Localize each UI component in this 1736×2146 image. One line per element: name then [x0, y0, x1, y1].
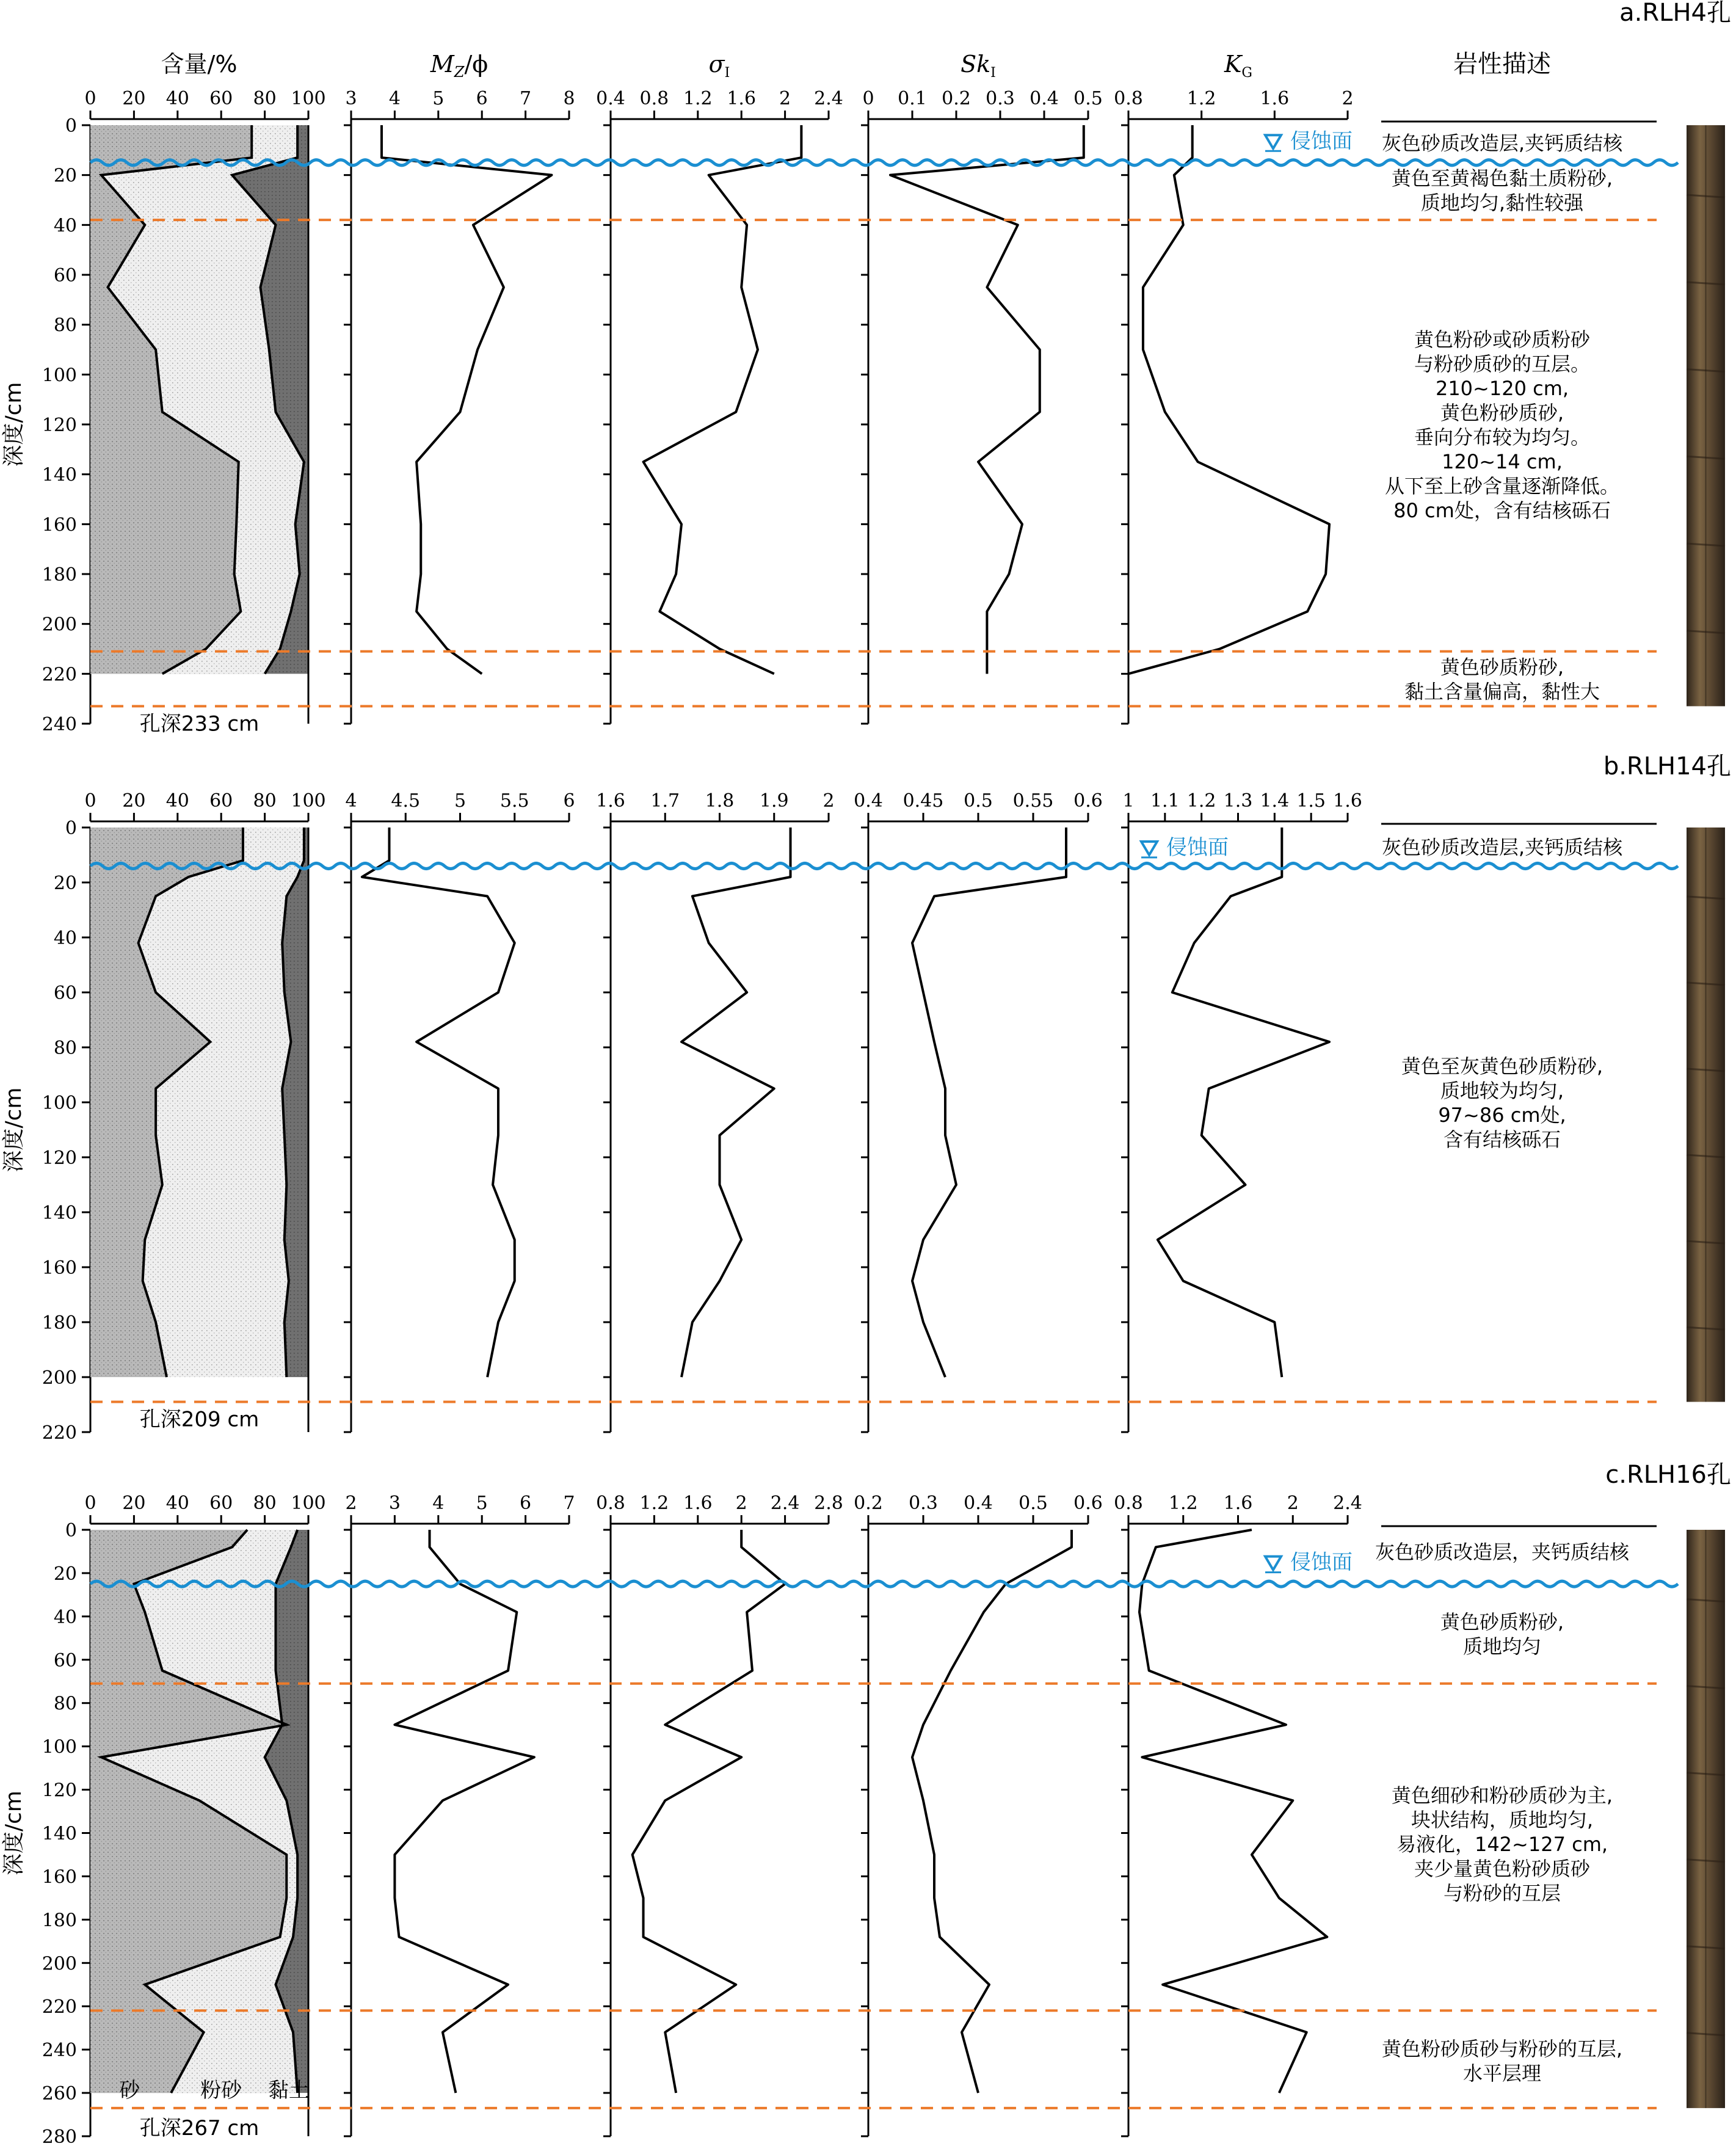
- chart-b: [1, 752, 1731, 1444]
- header-kg: [1224, 51, 1252, 81]
- depth-tick-label: 20: [53, 165, 77, 187]
- depth-tick-label: 20: [53, 873, 77, 894]
- lithology-text: 质地均匀: [1462, 1635, 1542, 1659]
- x-tick-label-mz: 7: [563, 1493, 575, 1514]
- lithology-text: 黄色至灰黄色砂质粉砂,: [1401, 1055, 1603, 1078]
- header-content: 含量/%: [161, 51, 238, 78]
- depth-tick-label: 100: [42, 1093, 77, 1114]
- line-sk: [912, 1530, 1072, 2093]
- x-tick-label-content: 20: [122, 1493, 146, 1514]
- depth-tick-label: 40: [53, 215, 77, 237]
- x-tick-label-mz: 3: [345, 88, 357, 109]
- line-kg: [1158, 827, 1329, 1377]
- lithology-text: 夹少量黄色粉砂质砂: [1414, 1857, 1591, 1881]
- depth-tick-label: 160: [42, 1866, 77, 1888]
- header-sigma: [709, 51, 730, 81]
- x-tick-label-content: 0: [84, 790, 96, 812]
- x-tick-label-sk: 0.4: [854, 790, 883, 812]
- header-kg-main: K: [1224, 51, 1242, 78]
- x-tick-label-content: 0: [84, 1493, 96, 1514]
- lithology-text: 黄色至黄褐色黏土质粉砂,: [1391, 167, 1613, 191]
- line-sigma: [681, 827, 791, 1377]
- depth-tick-label: 60: [53, 983, 77, 1004]
- header-mz-sub: Z: [454, 64, 465, 81]
- x-tick-label-kg: 1.6: [1223, 1493, 1253, 1514]
- x-tick-label-sk: 0.45: [903, 790, 944, 812]
- x-tick-label-mz: 4: [432, 1493, 445, 1514]
- depth-tick-label: 260: [42, 2083, 77, 2105]
- x-tick-label-kg: 2.4: [1333, 1493, 1362, 1514]
- x-tick-label-sigma: 2.4: [814, 88, 843, 109]
- lithology-text: 灰色砂质改造层，夹钙质结核: [1375, 1540, 1630, 1564]
- x-tick-label-content: 100: [291, 790, 326, 812]
- x-tick-label-sk: 0.3: [909, 1493, 938, 1514]
- depth-tick-label: 160: [42, 514, 77, 536]
- lithology-text: 97~86 cm处,: [1438, 1104, 1566, 1127]
- line-mz: [382, 125, 551, 674]
- x-tick-label-sigma: 0.8: [596, 1493, 625, 1514]
- x-tick-label-sigma: 1.6: [727, 88, 757, 109]
- x-tick-label-kg: 0.8: [1114, 1493, 1143, 1514]
- x-tick-label-kg: 1.2: [1168, 1493, 1198, 1514]
- lithology-text: 黏土含量偏高，黏性大: [1404, 680, 1600, 704]
- lithology-text: 黄色粉砂或砂质粉砂: [1414, 328, 1591, 351]
- lithology-text: 与粉砂质砂的互层。: [1414, 352, 1591, 376]
- lithology-text: 水平层理: [1462, 2061, 1542, 2085]
- header-sigma-main: σ: [708, 51, 725, 78]
- chart-a: [1, 0, 1731, 736]
- depth-tick-label: 280: [42, 2126, 77, 2146]
- lithology-text: 质地均匀,黏性较强: [1420, 191, 1584, 215]
- hole-depth-label: 孔深233 cm: [139, 711, 260, 737]
- x-tick-label-mz: 5: [432, 88, 445, 109]
- label-sand: 砂: [119, 2078, 140, 2103]
- chart-title: a.RLH4孔: [1619, 0, 1731, 27]
- x-tick-label-sigma: 0.8: [639, 88, 669, 109]
- depth-tick-label: 100: [42, 1736, 77, 1758]
- line-sk: [890, 125, 1084, 674]
- x-tick-label-mz: 7: [520, 88, 532, 109]
- depth-tick-label: 140: [42, 464, 77, 486]
- lithology-text: 210~120 cm,: [1435, 377, 1569, 400]
- x-tick-label-content: 80: [253, 88, 277, 109]
- depth-axis-label: 深度/cm: [1, 382, 26, 467]
- lithology-text: 与粉砂的互层: [1443, 1882, 1561, 1905]
- x-tick-label-mz: 4.5: [391, 790, 421, 812]
- lithology-text: 灰色砂质改造层,夹钙质结核: [1381, 835, 1623, 859]
- x-tick-label-sigma: 1.2: [683, 88, 713, 109]
- depth-tick-label: 120: [42, 1780, 77, 1802]
- header-sk-sub: I: [990, 65, 996, 81]
- x-tick-label-kg: 1.6: [1260, 88, 1290, 109]
- depth-tick-label: 140: [42, 1823, 77, 1845]
- header-sk-main: Sk: [961, 51, 991, 78]
- x-tick-label-kg: 1.2: [1186, 790, 1216, 812]
- x-tick-label-mz: 4: [345, 790, 357, 812]
- depth-tick-label: 120: [42, 415, 77, 436]
- x-tick-label-kg: 1.4: [1260, 790, 1290, 812]
- depth-tick-label: 180: [42, 1910, 77, 1932]
- x-tick-label-content: 40: [165, 790, 189, 812]
- hole-depth-label: 孔深267 cm: [139, 2115, 260, 2141]
- x-tick-label-sigma: 1.6: [596, 790, 625, 812]
- x-tick-label-kg: 2: [1342, 88, 1354, 109]
- x-tick-label-content: 80: [253, 790, 277, 812]
- x-tick-label-content: 40: [165, 88, 189, 109]
- x-tick-label-mz: 6: [476, 88, 488, 109]
- x-tick-label-content: 100: [291, 88, 326, 109]
- x-tick-label-sk: 0.1: [898, 88, 927, 109]
- x-tick-label-kg: 1.1: [1150, 790, 1180, 812]
- x-tick-label-kg: 2: [1287, 1493, 1299, 1514]
- depth-tick-label: 220: [42, 1996, 77, 2018]
- x-tick-label-content: 60: [209, 88, 233, 109]
- x-tick-label-kg: 1.5: [1296, 790, 1326, 812]
- header-sk: [961, 51, 996, 81]
- header-mz-tail: /ϕ: [464, 51, 488, 78]
- line-kg: [1139, 1530, 1327, 2093]
- depth-tick-label: 140: [42, 1202, 77, 1224]
- header-mz: [430, 51, 488, 81]
- x-tick-label-sk: 0.3: [986, 88, 1015, 109]
- header-sigma-sub: I: [724, 65, 730, 81]
- x-tick-label-sigma: 2: [779, 88, 791, 109]
- x-tick-label-sigma: 2: [823, 790, 835, 812]
- lithology-text: 易液化，142~127 cm,: [1396, 1833, 1608, 1857]
- depth-tick-label: 220: [42, 664, 77, 686]
- chart-title: b.RLH14孔: [1603, 752, 1731, 780]
- line-mz: [394, 1530, 534, 2093]
- lithology-text: 块状结构，质地均匀,: [1411, 1808, 1594, 1832]
- x-tick-label-sigma: 1.9: [759, 790, 789, 812]
- x-tick-label-sk: 0.6: [1073, 790, 1103, 812]
- header-lithology: 岩性描述: [1453, 50, 1551, 78]
- x-tick-label-mz: 2: [345, 1493, 357, 1514]
- depth-tick-label: 0: [65, 115, 77, 137]
- header-mz-main: M: [430, 51, 454, 78]
- x-tick-label-kg: 1: [1122, 790, 1135, 812]
- x-tick-label-content: 60: [209, 1493, 233, 1514]
- line-sigma: [633, 1530, 785, 2093]
- x-tick-label-sk: 0.2: [942, 88, 971, 109]
- depth-tick-label: 200: [42, 614, 77, 636]
- lithology-text: 80 cm处，含有结核砾石: [1393, 499, 1611, 522]
- depth-axis-label: 深度/cm: [1, 1087, 26, 1173]
- depth-tick-label: 240: [42, 2040, 77, 2062]
- chart-c: [1, 1461, 1731, 2146]
- x-tick-label-sk: 0.5: [964, 790, 993, 812]
- depth-tick-label: 240: [42, 714, 77, 735]
- x-tick-label-mz: 5: [454, 790, 467, 812]
- lithology-text: 含有结核砾石: [1443, 1128, 1561, 1151]
- x-tick-label-content: 100: [291, 1493, 326, 1514]
- x-tick-label-kg: 1.6: [1333, 790, 1362, 812]
- erosion-surface-line: [90, 1581, 1678, 1587]
- lithology-text: 质地较为均匀,: [1440, 1079, 1564, 1102]
- x-tick-label-sk: 0.5: [1019, 1493, 1048, 1514]
- erosion-marker-icon: [1141, 842, 1157, 855]
- x-tick-label-sk: 0.2: [854, 1493, 883, 1514]
- header-kg-sub: G: [1241, 65, 1252, 81]
- x-tick-label-sigma: 2: [735, 1493, 747, 1514]
- column-headers: [161, 50, 1551, 81]
- erosion-surface-line: [90, 160, 1678, 165]
- erosion-marker-icon: [1265, 1557, 1281, 1570]
- x-tick-label-sigma: 1.6: [683, 1493, 713, 1514]
- depth-tick-label: 40: [53, 928, 77, 949]
- line-kg: [1128, 125, 1329, 674]
- lithology-text: 黄色粉砂质砂,: [1440, 401, 1564, 424]
- lithology-text: 黄色细砂和粉砂质砂为主,: [1391, 1784, 1613, 1808]
- x-tick-label-sigma: 1.2: [639, 1493, 669, 1514]
- depth-tick-label: 0: [65, 818, 77, 839]
- depth-tick-label: 120: [42, 1148, 77, 1169]
- x-tick-label-sk: 0.5: [1073, 88, 1103, 109]
- x-tick-label-content: 40: [165, 1493, 189, 1514]
- depth-tick-label: 80: [53, 315, 77, 336]
- depth-tick-label: 40: [53, 1606, 77, 1628]
- x-tick-label-kg: 0.8: [1114, 88, 1143, 109]
- x-tick-label-sk: 0.4: [964, 1493, 993, 1514]
- x-tick-label-mz: 5.5: [499, 790, 529, 812]
- line-sk: [912, 827, 1066, 1377]
- x-tick-label-content: 20: [122, 88, 146, 109]
- x-tick-label-sk: 0.55: [1012, 790, 1054, 812]
- depth-tick-label: 220: [42, 1422, 77, 1444]
- line-mz: [362, 827, 515, 1377]
- label-silt: 粉砂: [200, 2078, 242, 2103]
- depth-tick-label: 180: [42, 1312, 77, 1334]
- x-tick-label-mz: 5: [476, 1493, 488, 1514]
- lithology-text: 120~14 cm,: [1442, 450, 1563, 473]
- lithology-text: 灰色砂质改造层,夹钙质结核: [1381, 131, 1623, 155]
- depth-tick-label: 80: [53, 1038, 77, 1059]
- x-tick-label-sigma: 1.8: [705, 790, 735, 812]
- x-tick-label-mz: 3: [388, 1493, 401, 1514]
- lithology-text: 黄色砂质粉砂,: [1440, 655, 1564, 679]
- x-tick-label-kg: 1.2: [1186, 88, 1216, 109]
- x-tick-label-sigma: 1.7: [650, 790, 680, 812]
- depth-tick-label: 60: [53, 1650, 77, 1671]
- depth-tick-label: 100: [42, 365, 77, 387]
- x-tick-label-sigma: 2.8: [814, 1493, 843, 1514]
- chart-title: c.RLH16孔: [1605, 1461, 1731, 1489]
- x-tick-label-mz: 6: [563, 790, 575, 812]
- lithology-text: 从下至上砂含量逐渐降低。: [1384, 475, 1620, 498]
- depth-tick-label: 60: [53, 265, 77, 286]
- x-tick-label-mz: 8: [563, 88, 575, 109]
- erosion-label: 侵蚀面: [1166, 835, 1229, 860]
- erosion-label: 侵蚀面: [1290, 1550, 1353, 1575]
- depth-tick-label: 200: [42, 1367, 77, 1389]
- lithology-text: 黄色粉砂质砂与粉砂的互层,: [1381, 2037, 1623, 2061]
- x-tick-label-sigma: 2.4: [770, 1493, 800, 1514]
- x-tick-label-sk: 0.4: [1030, 88, 1059, 109]
- lithology-text: 黄色砂质粉砂,: [1440, 1610, 1564, 1634]
- erosion-marker-icon: [1265, 135, 1281, 148]
- depth-tick-label: 20: [53, 1563, 77, 1585]
- depth-tick-label: 80: [53, 1693, 77, 1715]
- depth-tick-label: 180: [42, 564, 77, 586]
- depth-axis-label: 深度/cm: [1, 1791, 26, 1875]
- line-sigma: [644, 125, 802, 674]
- erosion-label: 侵蚀面: [1290, 129, 1353, 154]
- lithology-text: 垂向分布较为均匀。: [1414, 426, 1591, 449]
- x-tick-label-kg: 1.3: [1223, 790, 1253, 812]
- erosion-surface-line: [90, 864, 1678, 869]
- depth-tick-label: 160: [42, 1257, 77, 1279]
- x-tick-label-content: 20: [122, 790, 146, 812]
- x-tick-label-mz: 6: [520, 1493, 532, 1514]
- x-tick-label-content: 80: [253, 1493, 277, 1514]
- label-clay: 黏土: [267, 2078, 310, 2103]
- x-tick-label-sk: 0: [862, 88, 874, 109]
- depth-tick-label: 0: [65, 1520, 77, 1541]
- x-tick-label-mz: 4: [388, 88, 401, 109]
- depth-tick-label: 200: [42, 1953, 77, 1975]
- hole-depth-label: 孔深209 cm: [139, 1407, 260, 1432]
- x-tick-label-sigma: 0.4: [596, 88, 625, 109]
- x-tick-label-content: 0: [84, 88, 96, 109]
- x-tick-label-content: 60: [209, 790, 233, 812]
- x-tick-label-sk: 0.6: [1073, 1493, 1103, 1514]
